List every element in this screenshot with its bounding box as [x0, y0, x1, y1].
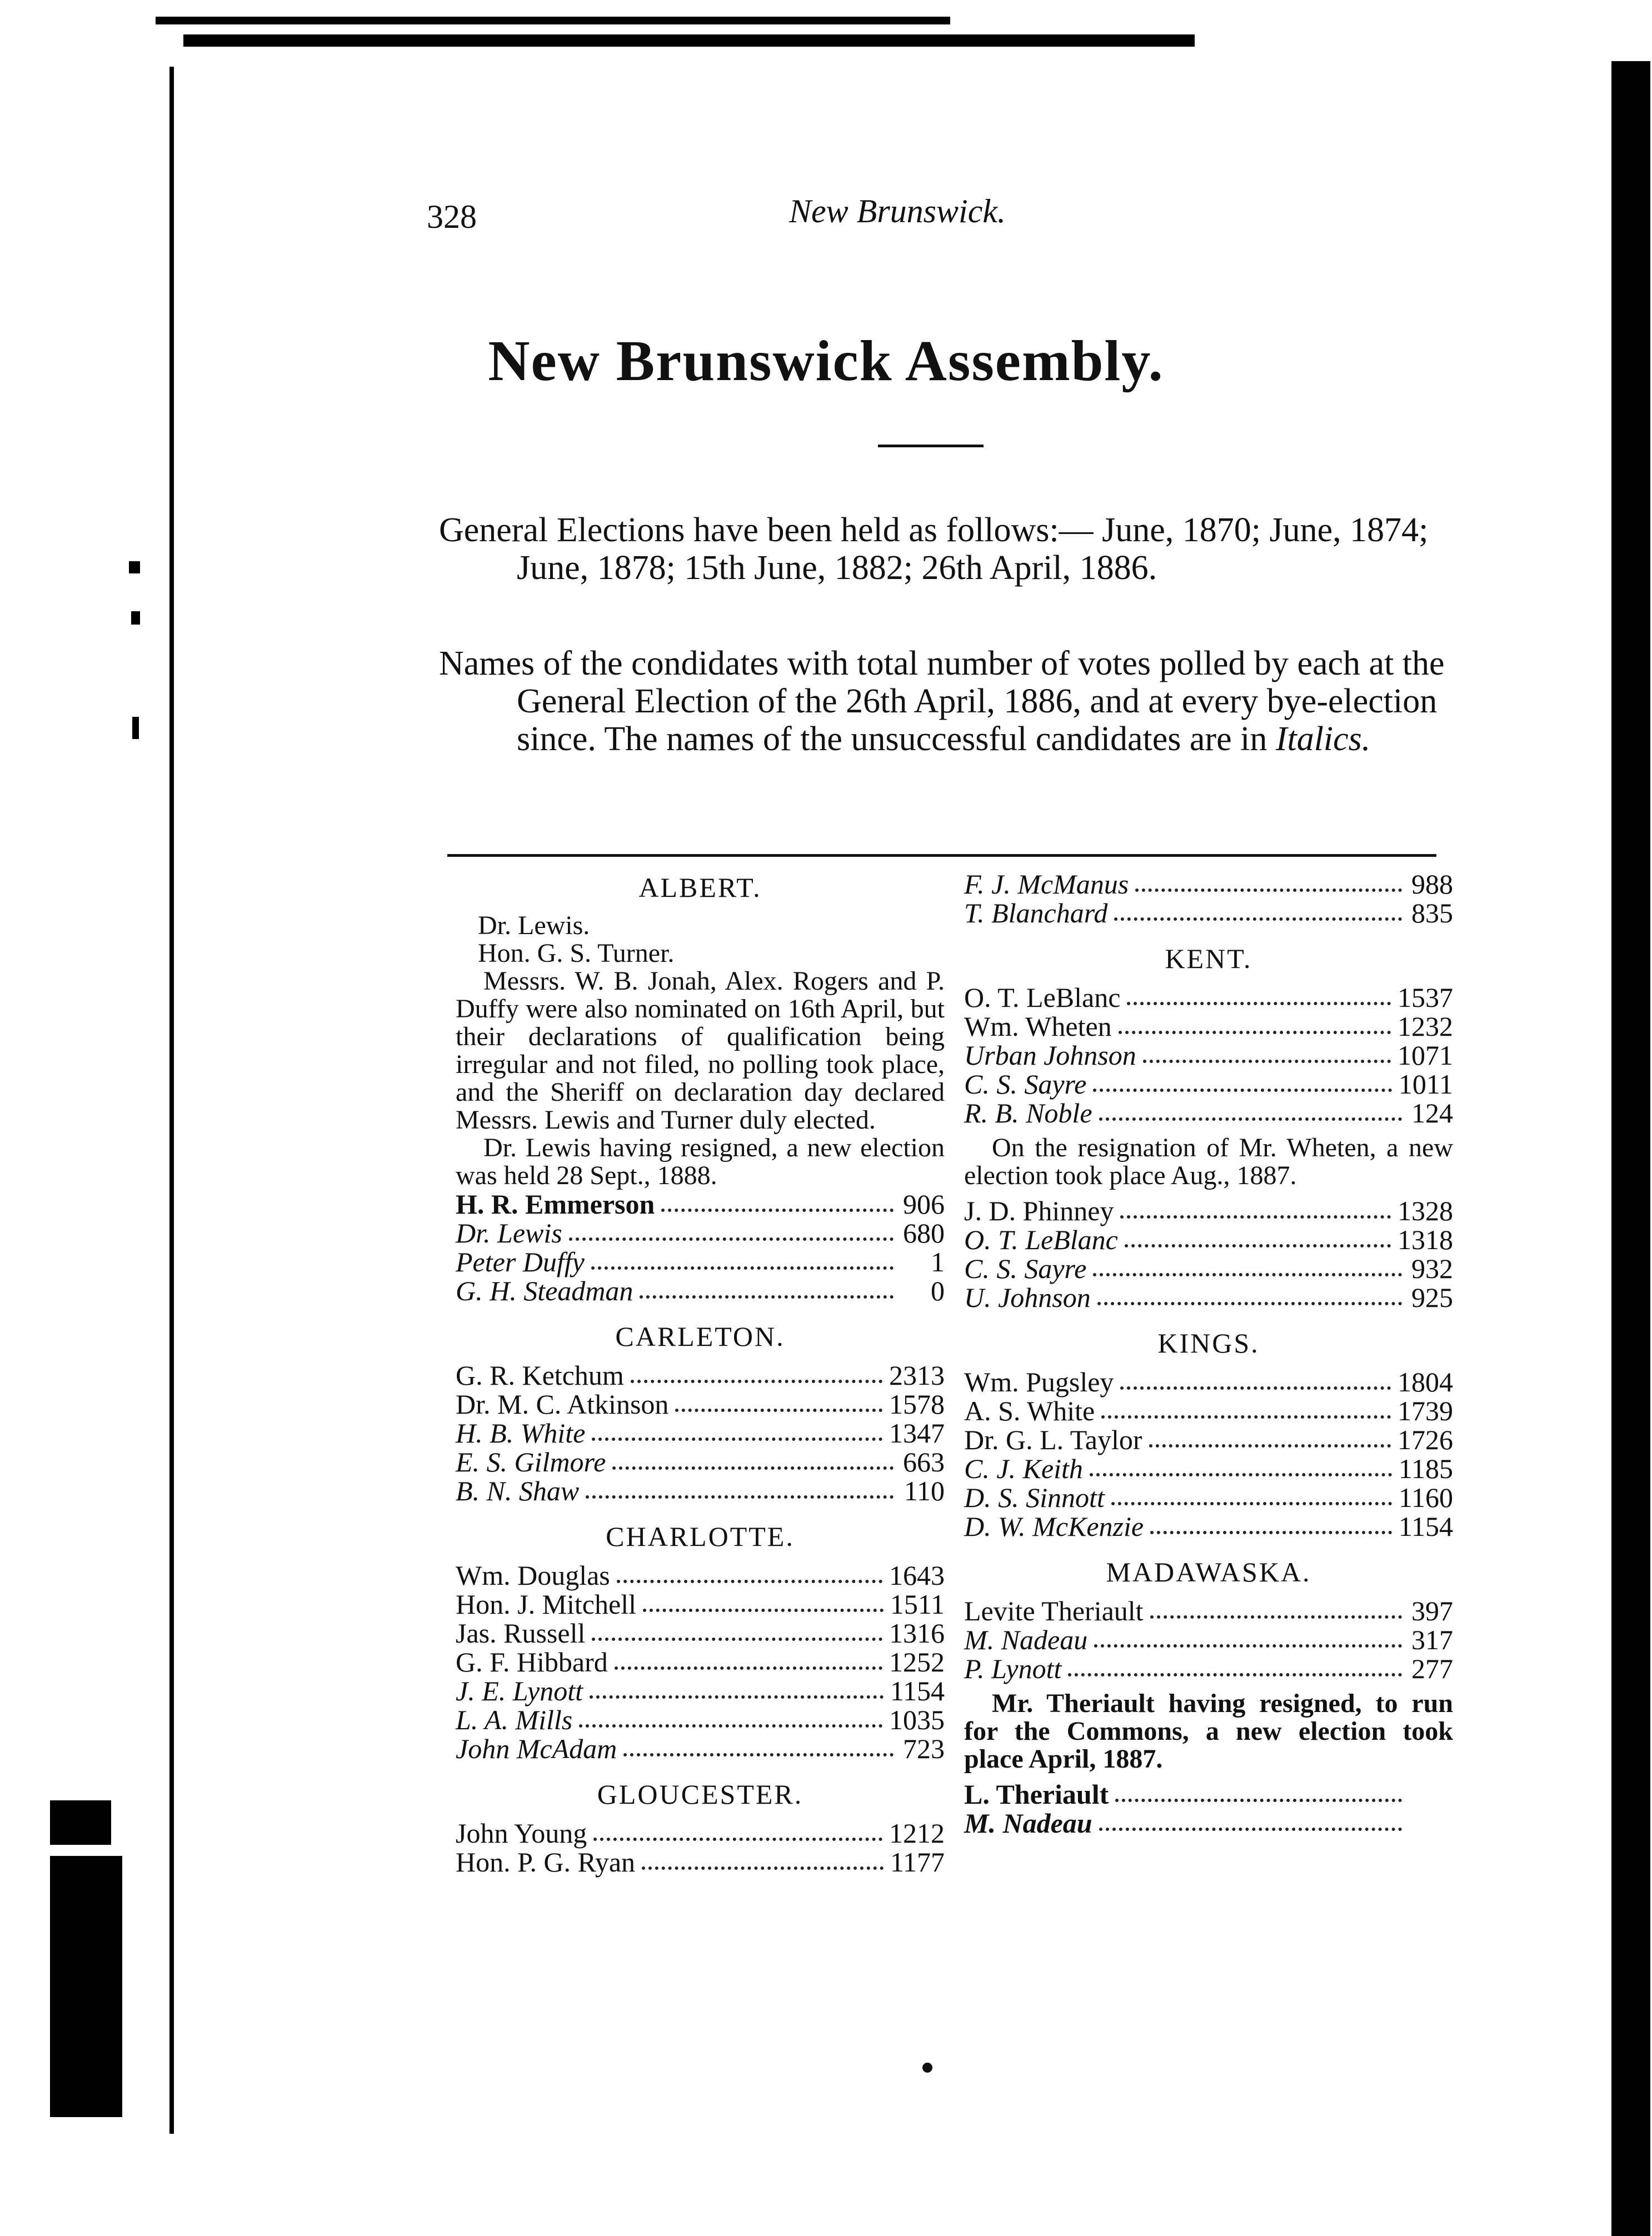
district-title-albert: ALBERT.	[638, 872, 762, 903]
list-item: B. N. Shaw 110	[456, 1475, 945, 1506]
list-item: G. R. Ketchum 2313	[456, 1360, 945, 1391]
list-item: C. S. Sayre 932	[964, 1253, 1453, 1284]
madawaska-note: Mr. Theriault having resigned, to run for the Commons, a new election took place April, 1887.	[964, 1689, 1453, 1774]
page-title: New Brunswick Assembly.	[488, 329, 1164, 393]
list-item: H. R. Emmerson 906	[456, 1189, 945, 1220]
list-item: F. J. McManus 988	[964, 869, 1453, 900]
names-italic: Italics.	[1275, 720, 1371, 758]
district-title-gloucester: GLOUCESTER.	[597, 1779, 803, 1810]
district-title-kings: KINGS.	[1157, 1327, 1260, 1359]
gloucester-list	[456, 1819, 945, 1876]
list-item: Peter Duffy 1	[456, 1246, 945, 1277]
list-item: D. W. McKenzie 1154	[964, 1511, 1453, 1542]
madawaska-bye-list	[964, 1780, 1453, 1838]
madawaska-list	[964, 1596, 1453, 1683]
list-item: G. H. Steadman 0	[456, 1275, 945, 1306]
list-item: L. A. Mills 1035	[456, 1704, 945, 1735]
list-item: Levite Theriault 397	[964, 1595, 1453, 1626]
names-text: Names of the condidates with total number of votes polled by each at the General Election of the 26th April, 1886, and at every bye-election since. The names of the unsuccessful candidates are in	[439, 645, 1445, 758]
list-item: M. Nadeau	[964, 1809, 1453, 1838]
list-item: Dr. M. C. Atkinson 1578	[456, 1389, 945, 1420]
list-item: M. Nadeau 317	[964, 1624, 1453, 1655]
list-item: H. B. White 1347	[456, 1418, 945, 1449]
footer-dot	[922, 2063, 932, 2073]
list-item: Urban Johnson 1071	[964, 1040, 1453, 1071]
list-item: Dr. G. L. Taylor 1726	[964, 1424, 1453, 1455]
section-rule	[447, 854, 1436, 857]
list-item: Wm. Pugsley 1804	[964, 1366, 1453, 1398]
list-item: Hon. J. Mitchell 1511	[456, 1589, 945, 1620]
list-item: P. Lynott 277	[964, 1653, 1453, 1684]
list-item: A. S. White 1739	[964, 1395, 1453, 1426]
list-item: G. F. Hibbard 1252	[456, 1646, 945, 1678]
gloucester-cont-list	[964, 870, 1453, 927]
list-item: C. J. Keith 1185	[964, 1453, 1453, 1484]
list-item: John McAdam 723	[456, 1733, 945, 1764]
list-item: O. T. LeBlanc 1318	[964, 1224, 1453, 1255]
district-title-madawaska: MADAWASKA.	[1106, 1556, 1311, 1588]
kent-bye-list	[964, 1196, 1453, 1312]
running-head: New Brunswick.	[789, 193, 1006, 229]
list-item: E. S. Gilmore 663	[456, 1446, 945, 1478]
title-rule	[878, 445, 984, 447]
list-item: C. S. Sayre 1011	[964, 1069, 1453, 1100]
list-item: Wm. Wheten 1232	[964, 1011, 1453, 1042]
charlotte-list	[456, 1561, 945, 1763]
list-item: R. B. Noble 124	[964, 1097, 1453, 1129]
page-number: 328	[427, 198, 477, 235]
elected-name: Hon. G. S. Turner.	[478, 939, 675, 968]
list-item: Dr. Lewis 680	[456, 1217, 945, 1249]
list-item: L. Theriault	[964, 1780, 1453, 1809]
kent-note: On the resignation of Mr. Wheten, a new election took place Aug., 1887.	[964, 1133, 1453, 1190]
left-column	[456, 870, 945, 1876]
elections-paragraph: General Elections have been held as follows:— June, 1870; June, 1874; June, 1878; 15th June, 1882; 26th April, 1886.	[439, 511, 1429, 587]
list-item: Wm. Douglas 1643	[456, 1560, 945, 1591]
list-item: John Young 1212	[456, 1818, 945, 1849]
district-title-charlotte: CHARLOTTE.	[606, 1521, 795, 1552]
carleton-list	[456, 1361, 945, 1505]
list-item: J. D. Phinney 1328	[964, 1195, 1453, 1226]
kings-list	[964, 1367, 1453, 1541]
albert-bye-list	[456, 1190, 945, 1305]
kent-list	[964, 983, 1453, 1127]
albert-note: Messrs. W. B. Jonah, Alex. Rogers and P. Duffy were also nominated on 16th April, but their declarations of qualification being irregular and not filed, no polling took place, and the Sheriff on declaration day declared Messrs. Lewis and Turner duly elected.	[456, 966, 945, 1135]
district-title-carleton: CARLETON.	[615, 1321, 785, 1352]
names-paragraph	[439, 645, 1445, 758]
list-item: J. E. Lynott 1154	[456, 1675, 945, 1706]
list-item: Hon. P. G. Ryan 1177	[456, 1846, 945, 1878]
list-item: D. S. Sinnott 1160	[964, 1482, 1453, 1513]
elected-name: Dr. Lewis.	[478, 911, 590, 940]
list-item: O. T. LeBlanc 1537	[964, 982, 1453, 1013]
list-item: U. Johnson 925	[964, 1282, 1453, 1313]
albert-elected	[456, 912, 945, 967]
list-item: T. Blanchard 835	[964, 897, 1453, 929]
district-title-kent: KENT.	[1165, 943, 1252, 974]
list-item: Jas. Russell 1316	[456, 1618, 945, 1649]
right-column	[964, 870, 1453, 1838]
albert-note-2: Dr. Lewis having resigned, a new election was held 28 Sept., 1888.	[456, 1133, 945, 1190]
